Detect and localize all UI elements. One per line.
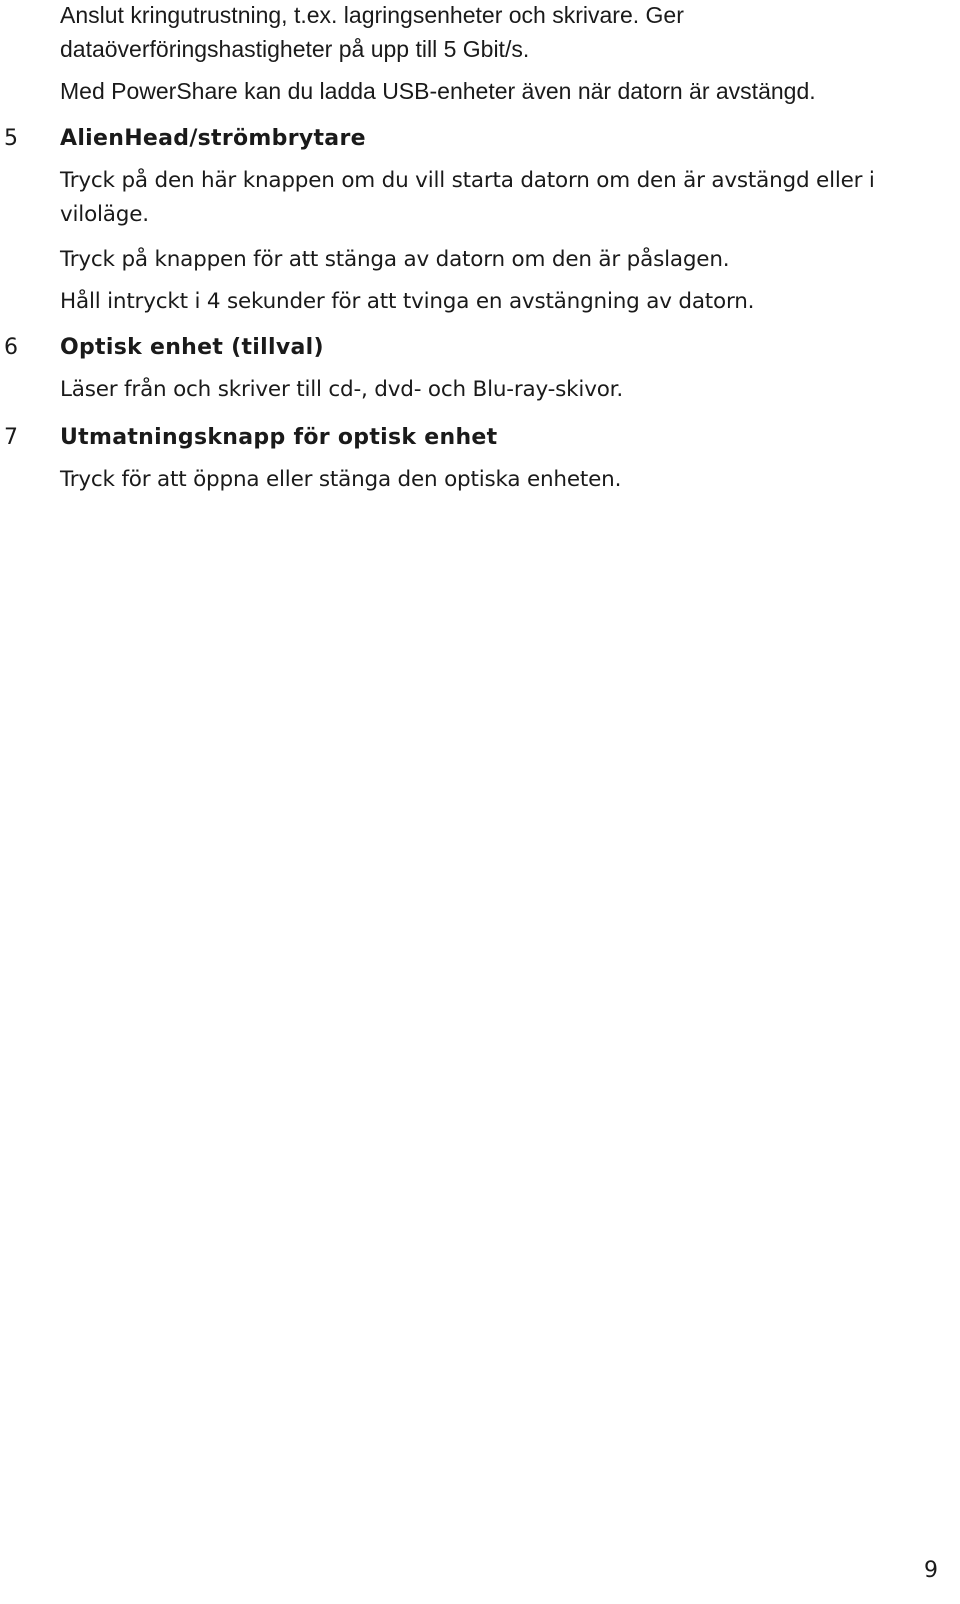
item-number: 7 xyxy=(4,425,18,450)
intro-paragraph: Anslut kringutrustning, t.ex. lagringsenheter och skrivare. Ger dataöverföringshastigheter på upp till 5 Gbit/s. xyxy=(60,2,684,62)
item-heading: Utmatningsknapp för optisk enhet xyxy=(60,425,498,450)
item-description: Tryck på knappen för att stänga av datorn om den är påslagen. xyxy=(60,247,730,272)
item-description: Läser från och skriver till cd-, dvd- och Blu-ray-skivor. xyxy=(60,377,623,402)
intro-powershare-paragraph: Med PowerShare kan du ladda USB-enheter även när datorn är avstängd. xyxy=(60,78,816,104)
item-number: 6 xyxy=(4,335,18,360)
item-description: Tryck för att öppna eller stänga den optiska enheten. xyxy=(60,467,622,492)
item-heading: Optisk enhet (tillval) xyxy=(60,335,324,360)
page-number: 9 xyxy=(924,1558,938,1583)
item-heading: AlienHead/strömbrytare xyxy=(60,126,366,151)
item-number: 5 xyxy=(4,126,18,151)
item-description: Håll intryckt i 4 sekunder för att tvinga en avstängning av datorn. xyxy=(60,289,755,314)
item-description: Tryck på den här knappen om du vill starta datorn om den är avstängd eller i viloläge. xyxy=(60,168,875,227)
